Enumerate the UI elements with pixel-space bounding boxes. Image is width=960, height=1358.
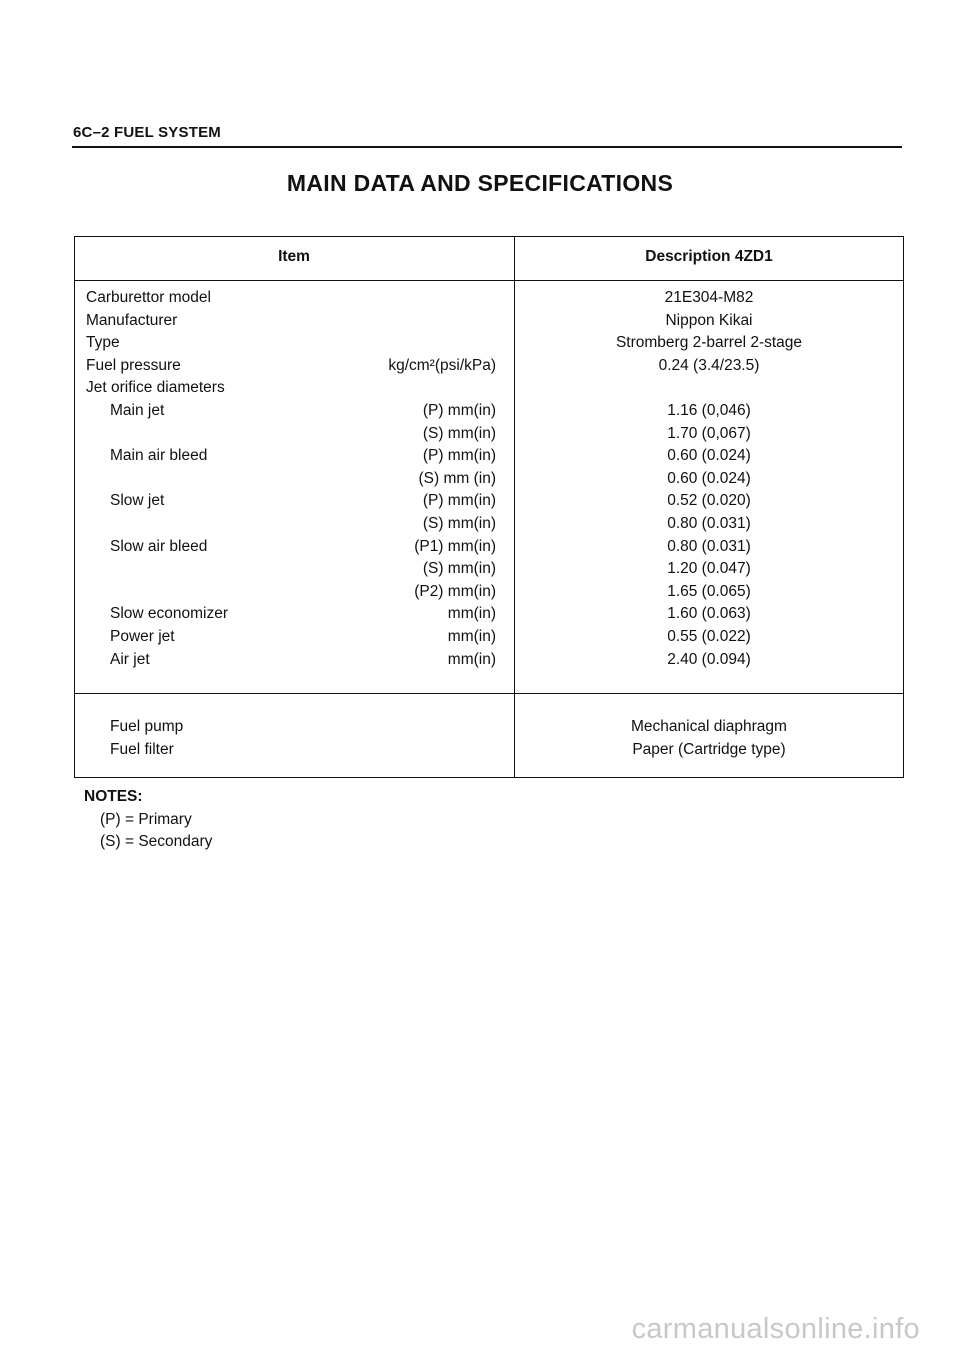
table-left-border: [74, 236, 75, 778]
row-item: Fuel pump: [110, 718, 184, 735]
notes: [84, 786, 212, 854]
row-item: Manufacturer: [86, 311, 178, 329]
col-header-description: Description 4ZD1: [645, 248, 773, 265]
row-item: Power jet: [110, 628, 175, 645]
row-unit: (S) mm(in): [422, 560, 496, 578]
row-unit: (S) mm (in): [418, 469, 496, 487]
row-item: Carburettor model: [86, 289, 211, 306]
note-line: (P) = Primary: [100, 810, 192, 828]
row-value: Stromberg 2-barrel 2-stage: [615, 334, 803, 352]
row-unit: (P) mm(in): [422, 492, 496, 510]
row-value: Mechanical diaphragm: [631, 718, 787, 735]
header-rule: [72, 146, 902, 148]
spec-table: [74, 236, 904, 778]
row-unit: mm(in): [447, 650, 496, 668]
row-value: Paper (Cartridge type): [632, 740, 786, 758]
row-unit: (S) mm(in): [422, 515, 496, 532]
notes-title: NOTES:: [84, 788, 143, 805]
row-item: Slow jet: [110, 492, 165, 510]
row-value: 1.60 (0.063): [667, 605, 751, 623]
row-value: 2.40 (0.094): [667, 650, 751, 668]
table-header-divider: [74, 280, 904, 281]
page-title: MAIN DATA AND SPECIFICATIONS: [286, 170, 674, 196]
row-value: 0.80 (0.031): [667, 537, 751, 555]
row-item: Main jet: [110, 402, 165, 419]
row-value: Nippon Kikai: [665, 311, 753, 329]
col-header-item: Item: [278, 248, 310, 265]
row-value: 1.70 (0,067): [667, 424, 751, 442]
row-value: 0.52 (0.020): [667, 492, 751, 510]
row-unit: (P2) mm(in): [414, 582, 496, 600]
row-unit: (S) mm(in): [422, 424, 496, 442]
row-value: 1.16 (0,046): [667, 402, 751, 419]
row-value: 0.60 (0.024): [667, 469, 751, 487]
row-value: 1.65 (0.065): [667, 582, 751, 600]
row-value: 21E304-M82: [664, 289, 754, 306]
row-unit: kg/cm²(psi/kPa): [388, 356, 496, 374]
row-value: 0.24 (3.4/23.5): [658, 356, 760, 374]
row-item: Jet orifice diameters: [86, 379, 225, 397]
row-value: 0.55 (0.022): [667, 628, 751, 645]
table-bottom-border: [74, 777, 904, 778]
table-top-border: [74, 236, 904, 237]
row-value: 1.20 (0.047): [667, 560, 751, 578]
watermark: carmanualsonline.info: [631, 1313, 920, 1345]
row-item: Air jet: [110, 650, 150, 668]
row-value: 0.60 (0.024): [667, 447, 751, 465]
row-item: Fuel pressure: [86, 356, 181, 374]
row-item: Main air bleed: [110, 447, 208, 465]
note-line: (S) = Secondary: [100, 833, 213, 851]
row-value: 0.80 (0.031): [667, 515, 751, 532]
row-item: Fuel filter: [110, 740, 174, 758]
row-unit: (P1) mm(in): [414, 537, 496, 555]
row-unit: mm(in): [447, 628, 496, 645]
row-item: Slow economizer: [110, 605, 229, 623]
row-unit: (P) mm(in): [422, 447, 496, 465]
row-unit: mm(in): [447, 605, 496, 623]
row-item: Slow air bleed: [110, 537, 208, 555]
row-item: Type: [86, 334, 120, 352]
section-header: 6C–2 FUEL SYSTEM: [73, 124, 221, 141]
table-section-divider: [74, 693, 904, 694]
row-unit: (P) mm(in): [422, 402, 496, 419]
